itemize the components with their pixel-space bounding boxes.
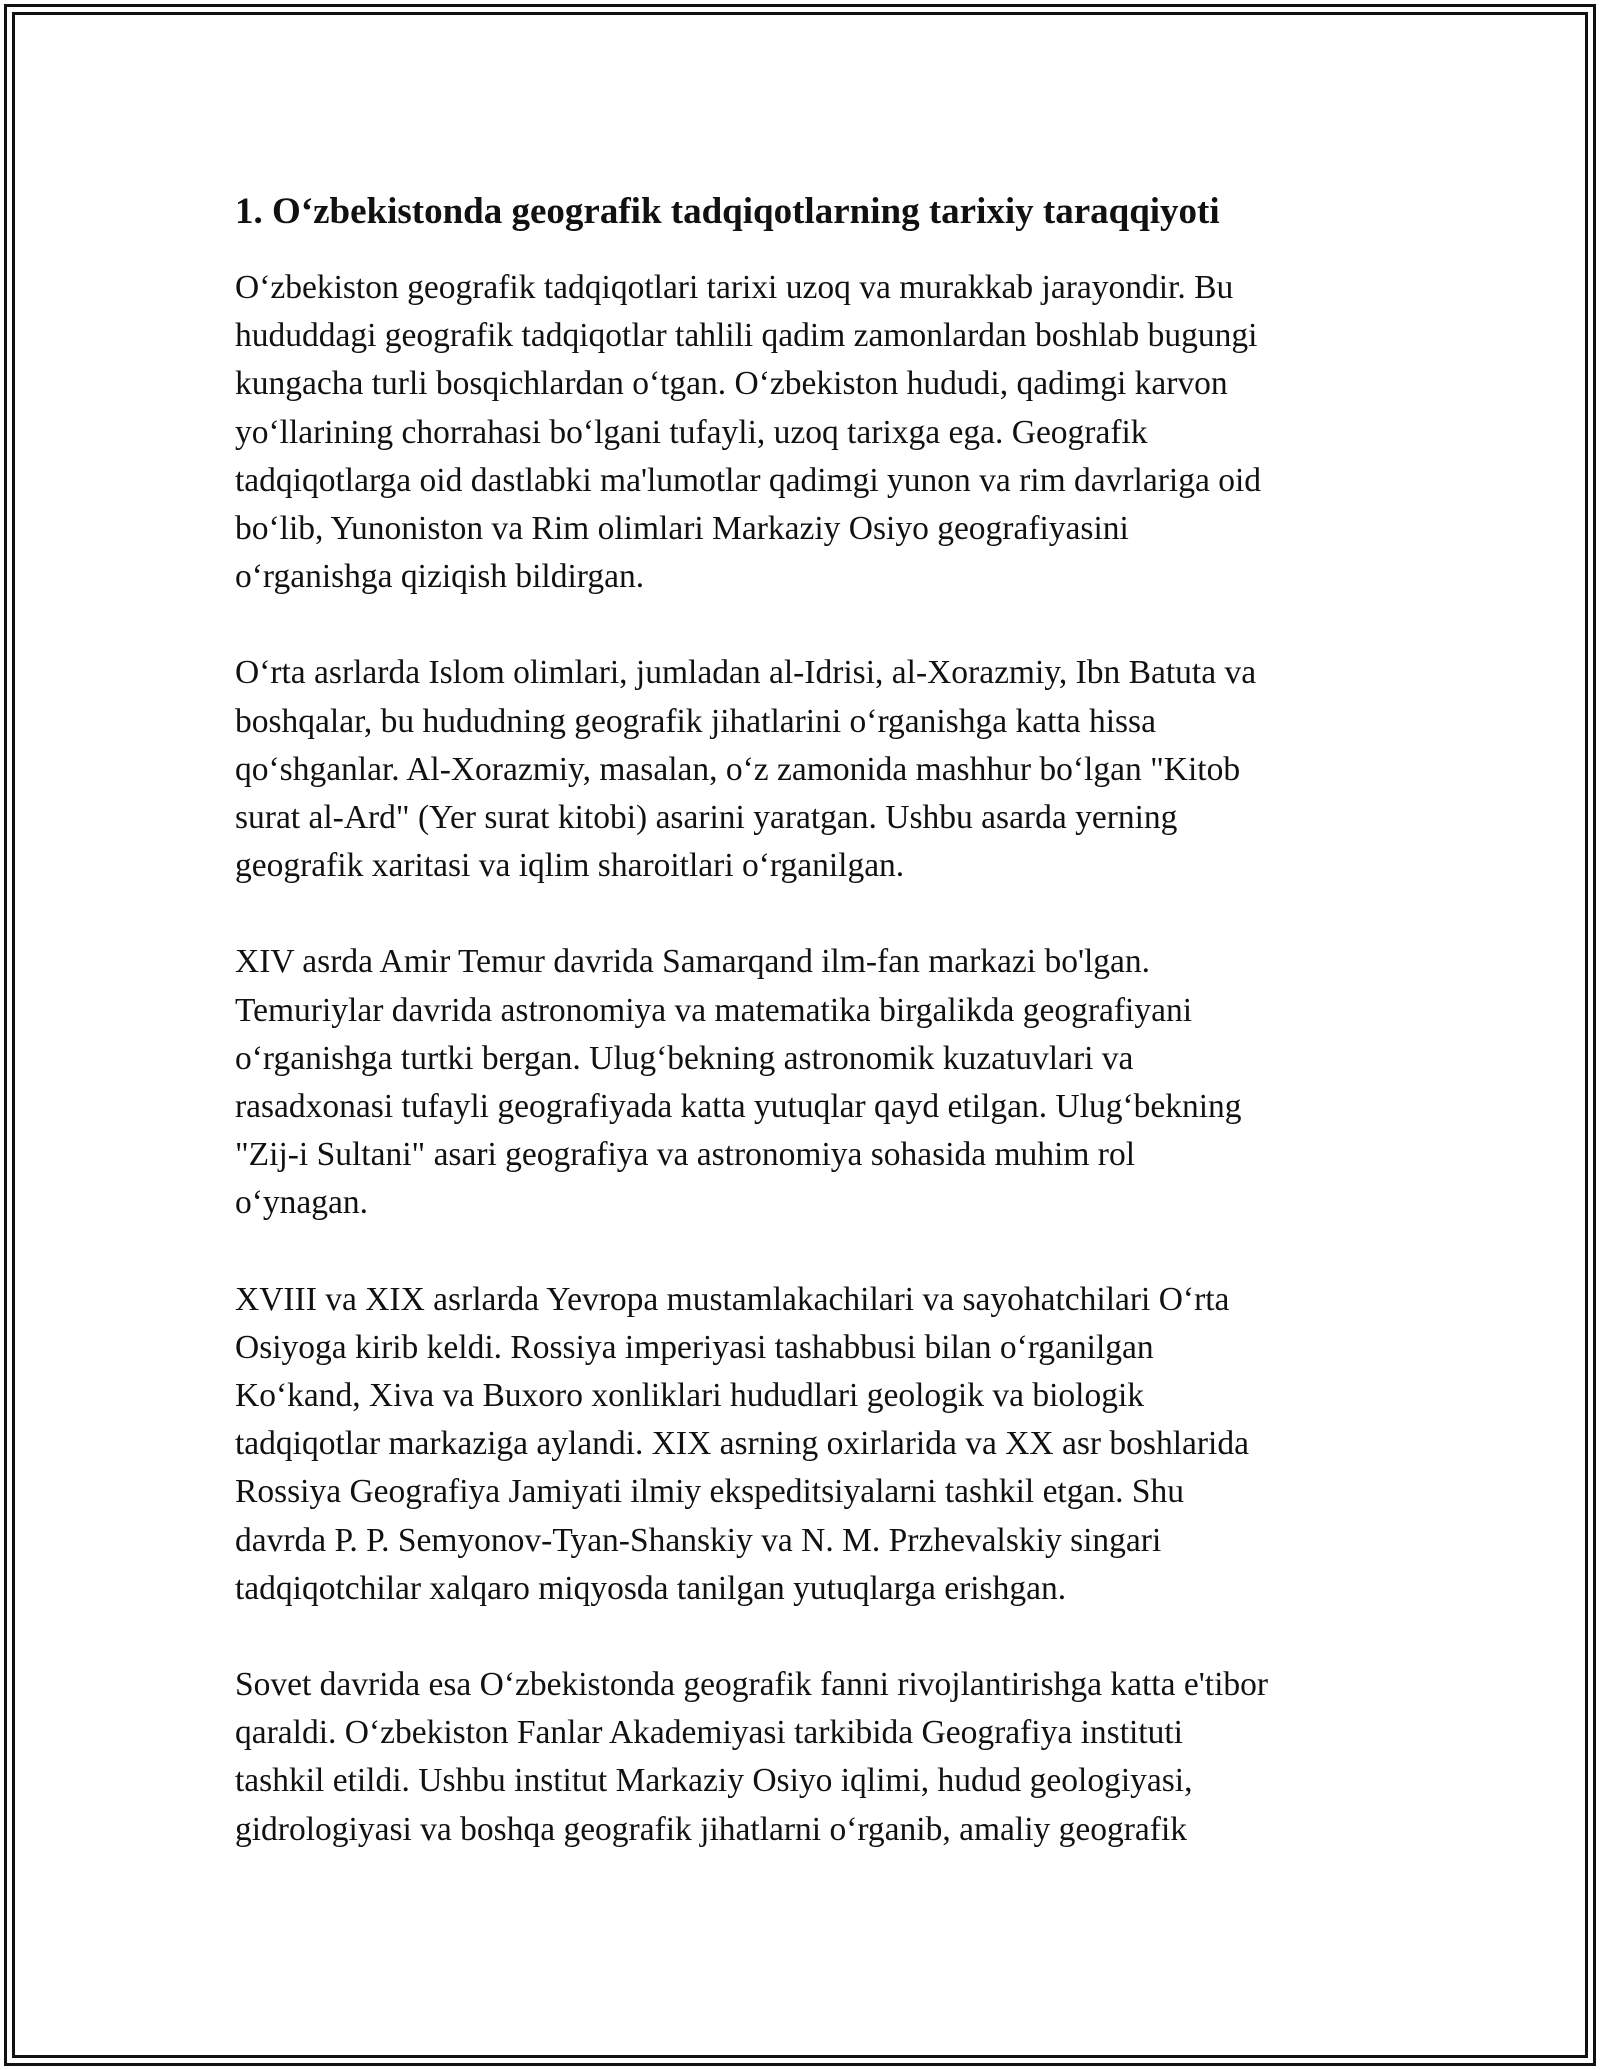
text-line: tadqiqotchilar xalqaro miqyosda tanilgan yutuqlarga erishgan. [235,1569,1067,1607]
text-line: qo‘shganlar. Al-Xorazmiy, masalan, o‘z zamonida mashhur bo‘lgan "Kitob [235,750,1241,788]
text-line: O‘rta asrlarda Islom olimlari, jumladan al-Idrisi, al-Xorazmiy, Ibn Batuta va [235,654,1257,692]
text-line: Ko‘kand, Xiva va Buxoro xonliklari hududlari geologik va biologik [235,1377,1144,1415]
paragraph-1 [235,264,1385,601]
text-line: hududdagi geografik tadqiqotlar tahlili qadim zamonlardan boshlab bugungi [235,317,1258,355]
text-line: tadqiqotlar markaziga aylandi. XIX asrning oxirlarida va XX asr boshlarida [235,1425,1249,1463]
text-line: XVIII va XIX asrlarda Yevropa mustamlakachilari va sayohatchilari O‘rta [235,1280,1230,1318]
text-line: rasadxonasi tufayli geografiyada katta yutuqlar qayd etilgan. Ulug‘bekning [235,1088,1242,1126]
text-line: gidrologiyasi va boshqa geografik jihatlarni o‘rganib, amaliy geografik [235,1810,1188,1848]
text-line: Sovet davrida esa O‘zbekistonda geografik fanni rivojlantirishga katta e'tibor [235,1666,1269,1704]
text-line: yo‘llarining chorrahasi bo‘lgani tufayli, uzoq tarixga ega. Geografik [235,413,1148,451]
text-line: o‘rganishga turtki bergan. Ulug‘bekning astronomik kuzatuvlari va [235,1039,1134,1077]
text-line: qaraldi. O‘zbekiston Fanlar Akademiyasi tarkibida Geografiya instituti [235,1714,1183,1752]
text-line: O‘zbekiston geografik tadqiqotlari tarixi uzoq va murakkab jarayondir. Bu [235,269,1234,306]
text-line: tashkil etildi. Ushbu institut Markaziy Osiyo iqlimi, hudud geologiyasi, [235,1762,1193,1800]
text-line: o‘ynagan. [235,1184,369,1222]
text-line: o‘rganishga qiziqish bildirgan. [235,558,645,596]
text-line: surat al-Ard" (Yer surat kitobi) asarini yaratgan. Ushbu asarda yerning [235,799,1178,837]
text-line: tadqiqotlarga oid dastlabki ma'lumotlar qadimgi yunon va rim davrlariga oid [235,461,1262,499]
section-heading: 1. O‘zbekistonda geografik tadqiqotlarning tarixiy taraqqiyoti [235,191,1220,232]
text-line: Rossiya Geografiya Jamiyati ilmiy ekspeditsiyalarni tashkil etgan. Shu [235,1473,1184,1511]
text-line: XIV asrda Amir Temur davrida Samarqand ilm-fan markazi bo'lgan. [235,943,1151,981]
text-line: Osiyoga kirib keldi. Rossiya imperiyasi tashabbusi bilan o‘rganilgan [235,1328,1154,1366]
paragraph-3 [235,938,1385,1227]
text-line: "Zij-i Sultani" asari geografiya va astronomiya sohasida muhim rol [235,1136,1136,1174]
text-line: davrda P. P. Semyonov-Tyan-Shanskiy va N. M. Przhevalskiy singari [235,1521,1162,1559]
text-line: boshqalar, bu hududning geografik jihatlarini o‘rganishga katta hissa [235,702,1156,740]
text-line: Temuriylar davrida astronomiya va matematika birgalikda geografiyani [235,991,1193,1029]
document-body [235,186,1385,1902]
text-line: kungacha turli bosqichlardan o‘tgan. O‘zbekiston hududi, qadimgi karvon [235,365,1228,403]
text-line: bo‘lib, Yunoniston va Rim olimlari Markaziy Osiyo geografiyasini [235,510,1129,548]
paragraph-5 [235,1661,1385,1854]
text-line: geografik xaritasi va iqlim sharoitlari o‘rganilgan. [235,847,905,885]
paragraph-4 [235,1276,1385,1613]
paragraph-2 [235,649,1385,890]
